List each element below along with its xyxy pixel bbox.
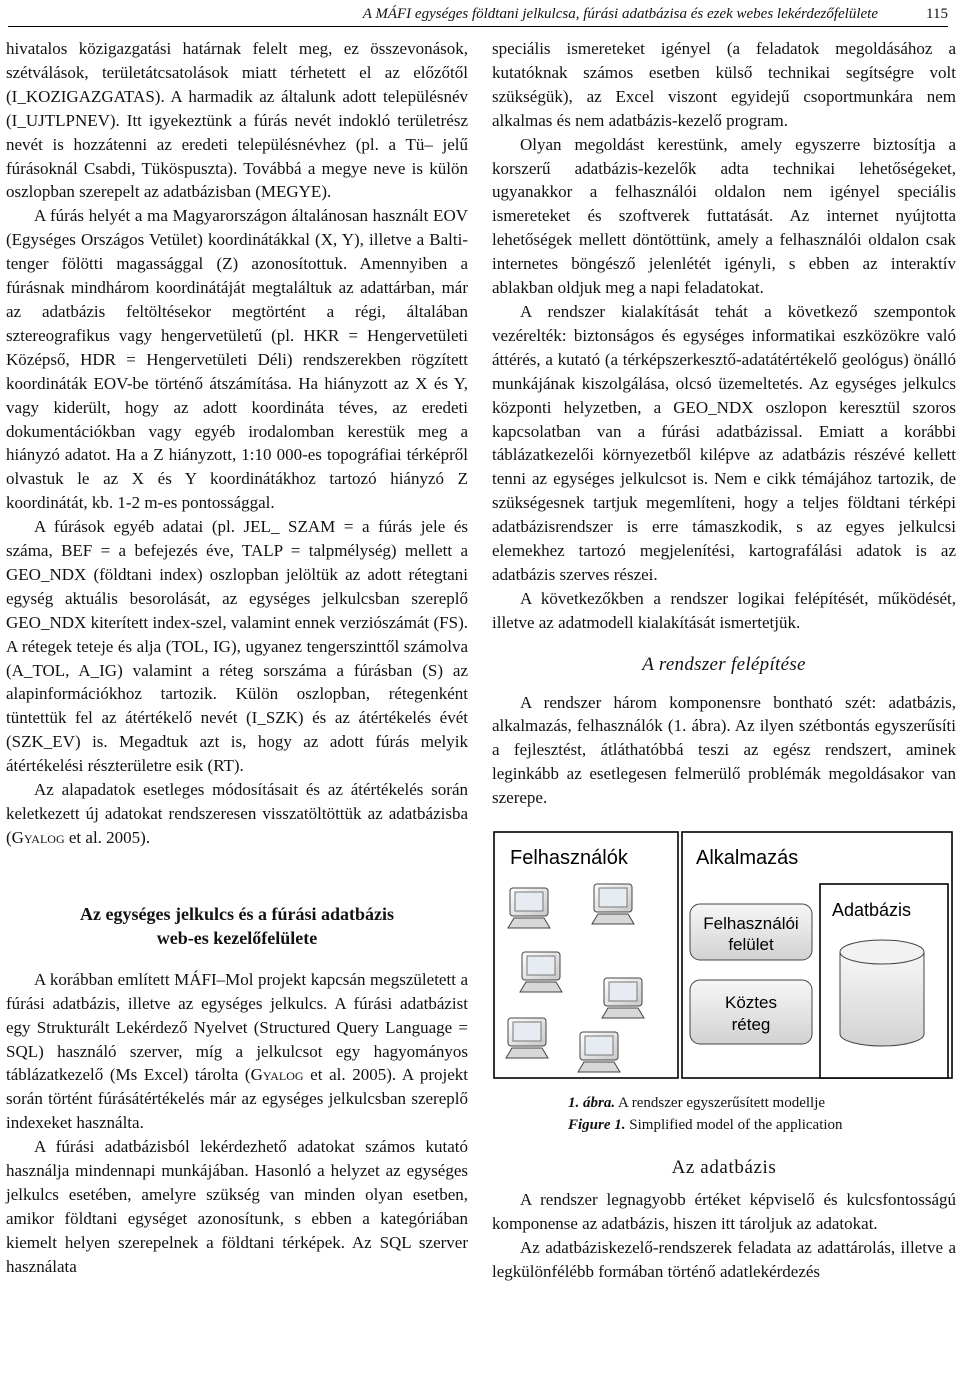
paragraph: A korábban említett MÁFI–Mol projekt kapcsán megszületett a fúrási adatbázis, illetve az egységes jelkulcs. A fúrási adatbázist egy Strukturált Lekérdező Nyelvet (Structured Query Language = SQL) használó szerver, míg a jelkulcsot egy hagyományos táblázatkezelő (Ms Excel) tárolta (Gyalog et al. 2005). A projekt során történt fúrásátértékelés már az egységes jelkulcsban szereplő indexeket használta. xyxy=(6,969,468,1133)
left-column xyxy=(6,37,468,1279)
paragraph: A rendszer három komponensre bontható szét: adatbázis, alkalmazás, felhasználók (1. ábra). Az ilyen szétbontás egyszerűsíti a fejlesztést, átláthatóbbá teszi az egész rendszert, aminek leginkább az esetlegesen felmerülő problémák megoldásakor van szerepe. xyxy=(492,692,956,808)
right-column xyxy=(492,37,956,1284)
database-cylinder-icon xyxy=(840,940,924,1046)
user-interface-label-2: felület xyxy=(728,935,774,955)
users-label: Felhasználók xyxy=(510,847,628,870)
running-header xyxy=(8,4,948,27)
citation-author: Gyalog xyxy=(11,827,65,847)
section-title: Az egységes jelkulcs és a fúrási adatbázis web-es kezelőfelülete xyxy=(80,903,394,948)
section-title: A rendszer felépítése xyxy=(642,653,806,675)
paragraph: Az adatbáziskezelő-rendszerek feladata az adattárolás, illetve a legkülönfélébb formában történő adatlekérdezés xyxy=(492,1237,956,1281)
section-title: Az adatbázis xyxy=(671,1157,777,1179)
figure-caption: 1. ábra. A rendszer egyszerűsített modellje Figure 1. Simplified model of the application xyxy=(568,1095,843,1134)
paragraph: A fúrás helyét a ma Magyarországon általánosan használt EOV (Egységes Országos Vetület) koordinátákkal (X, Y), illetve a Balti-tenger fölötti magassággal (Z) azonosítottuk. Amennyiben a fúrásnak mindhárom koordinátáját megtaláltuk az adattárban, már az adatbázis feltöltésekor megtörtént a régi, általában sztereografikus vagy hengervetületű (pl. HKR = Hengervetületi Középső, HDR = Hengervetületi Déli) rendszerekben rögzített koordináták EOV-be történő átszámítása. Ha hiányzott az X és Y, vagy kiderült, hogy az adott koordináta téves, az eredeti dokumentációkban vagy egyéb irodalomban kerestük meg a hiányzó adatot. Ha a Z hiányzott, 1:10 000-es topográfiai térképről olvastuk le az X és Y koordinátákhoz tartozó hiányzó Z koordinátát, kb. 1-2 m-es pontossággal. xyxy=(6,206,468,513)
computer-icon-4 xyxy=(602,978,644,1018)
citation-author: Gyalog xyxy=(250,1065,304,1085)
running-title: A MÁFI egységes földtani jelkulcsa, fúrási adatbázisa és ezek webes lekérdezőfelülete xyxy=(362,6,878,22)
diagram xyxy=(492,828,956,1090)
computer-icon-1 xyxy=(508,888,550,928)
middle-layer-label-1: Köztes xyxy=(725,993,777,1013)
middle-layer-box xyxy=(690,980,812,1044)
paragraph: A fúrások egyéb adatai (pl. JEL_ SZAM = a fúrás jele és száma, BEF = a befejezés éve, TALP = talpmélység) mellett a GEO_NDX (földtani index) oszlopban jelöltük az adott rétegtani egység aktuális besorolását, az egységes jelkulcsban szereplő GEO_NDX kiterített index-szel, valamint ennek verziószámát (FS). A rétegek teteje és alja (TOL, IG), ugyanez tengerszinttől számolva (A_TOL, A_IG) valamint a réteg sorszáma a fúrásban (S) az alapinformációkhoz tartozik. Külön oszlopban, rétegenként tüntettük fel az átértékelő nevét (I_SZK) és az átértékelés évét (SZK_EV) is. Megadtuk azt is, hogy az adott fúrás melyik átértékelési részterületre esik (RT). xyxy=(6,517,468,776)
page-number: 115 xyxy=(926,6,948,22)
database-label: Adatbázis xyxy=(832,900,912,921)
middle-layer-label-2: réteg xyxy=(731,1015,771,1035)
paragraph: Olyan megoldást kerestünk, amely egyszerre biztosítja a korszerű adatbázis-kezelők adta technikai lehetőségeket, ugyanakkor a felhasználói oldalon nem igényel speciális ismereteket és szoftverek futtatását. Az internet nyújtotta lehetőségek mellett döntöttünk, amely a felhasználói oldalon csak internetes böngésző jelenlétét igényli, s ebben az interaktív ablakban oldjuk meg a napi feladatokat. xyxy=(492,134,956,298)
paragraph: hivatalos közigazgatási határnak felelt meg, ez összevonások, szétválások, területátcsatolások miatt térhetett el az előzőtől (I_KOZIGAZGATAS). A harmadik az általunk adott településnév (I_UJTLPNEV). Itt igyekeztünk a fúrás nevét indokló területrész nevét is hozzátenni az eredeti településnévhez (pl. a Tü– jelű fúrásoknál Csabdi, Tüköspuszta). Továbbá a megye neve is külön oszlopban szerepelt az adatbázisban (MEGYE). xyxy=(6,39,468,202)
computer-icon-2 xyxy=(592,884,634,924)
paragraph: A következőkben a rendszer logikai felépítését, működését, illetve az adatmodell kialakítását ismertetjük. xyxy=(492,588,956,632)
computer-icon-5 xyxy=(506,1018,548,1058)
paragraph: A fúrási adatbázisból lekérdezhető adatokat számos kutató használja mindennapi munkájában. Hasonló a helyzet az egységes jelkulcs esetében, amelyre szükség van minden olyan esetben, amikor földtani egységet azonosítunk, s ebben a kategóriában kiemelt helyen szerepelnek a földtani térképek. Az SQL szerver használata xyxy=(6,1137,468,1276)
application-label: Alkalmazás xyxy=(696,847,799,870)
paragraph: Az alapadatok esetleges módosításait és az átértékelés során keletkezett új adatokat rendszeresen visszatöltöttük az adatbázisba (Gyalog et al. 2005). xyxy=(6,780,468,847)
computer-icon-6 xyxy=(578,1032,620,1072)
paragraph: A rendszer kialakítását tehát a következő szempontok vezérelték: biztonságos és egységes informatikai eszközökre való áttérés, a kutató (a térképszerkesztő-adatátértékelő geológus) önálló munkájának kiszolgálása, olcsó üzemeltetés. Az egységes jelkulcs központi helyzetben, a GEO_NDX oszlopon keresztül szoros kapcsolatban van a fúrási adatbázissal. Emiatt a korábbi táblázatkezelői környezetből kilépve az adatbázis részévé kellett tenni az egységes jelkulcsot is. Nem e cikk témájához tartozik, de szükségesnek tartjuk megemlíteni, hogy a teljes földtani térképi adatbázisrendszer is erre támaszkodik, s az egyes jelkulcsi elemekhez tartozó megjelenítési, kartografálási adatok is az adatbázis szerves részei. xyxy=(492,301,956,584)
user-interface-label-1: Felhasználói xyxy=(703,914,799,934)
paragraph: A rendszer legnagyobb értéket képviselő és kulcsfontosságú komponense az adatbázis, hiszen itt tároljuk az adatokat. xyxy=(492,1190,956,1233)
figure-system-model xyxy=(492,828,956,1090)
computer-icon-3 xyxy=(520,952,562,992)
paragraph: speciális ismereteket igényel (a feladatok megoldásához a kutatóknak számos esetben külső technikai segítségre volt szükségük), az Excel viszont egyidejű csoportmunkára nem alkalmas és nem adatbázis-kezelő program. xyxy=(492,39,956,130)
